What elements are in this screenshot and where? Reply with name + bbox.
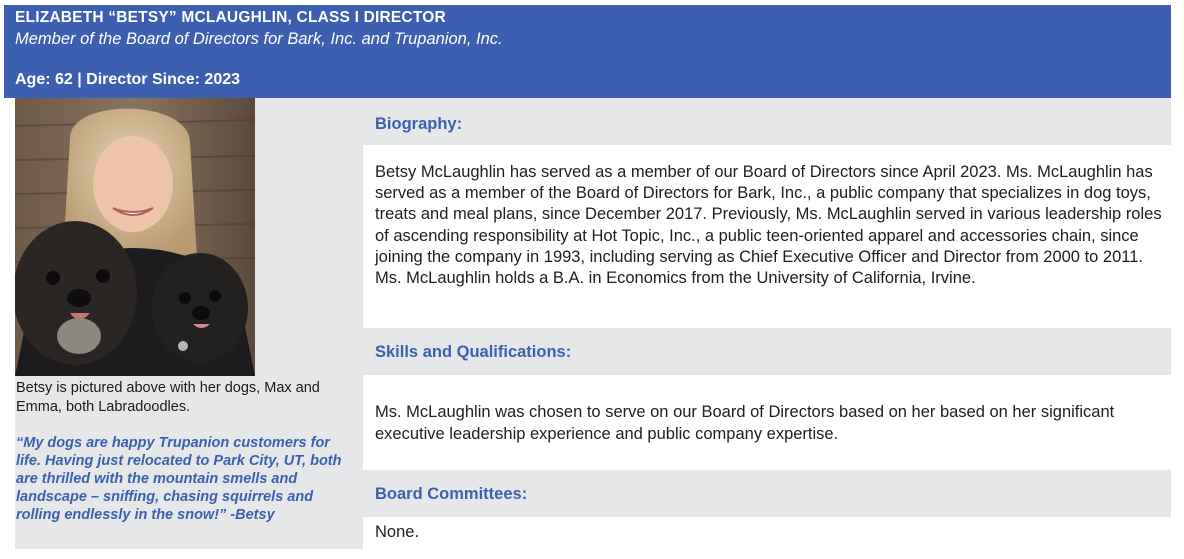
committees-text: None. xyxy=(375,523,420,541)
biography-body xyxy=(363,145,1171,328)
photo-caption: Betsy is pictured above with her dogs, Max and Emma, both Labradoodles. xyxy=(16,380,320,415)
committees-heading: Board Committees: xyxy=(375,485,528,503)
skills-heading: Skills and Qualifications: xyxy=(375,343,572,361)
director-age-tenure: Age: 62 | Director Since: 2023 xyxy=(15,71,241,88)
director-quote: “My dogs are happy Trupanion customers for life. Having just relocated to Park City, UT, both are thrilled with the mountain smells and landscape – sniffing, chasing squirrels and rolling endlessly in the snow!” -Betsy xyxy=(16,435,342,523)
director-header xyxy=(4,5,1171,98)
biography-heading: Biography: xyxy=(375,115,463,133)
skills-heading-bar xyxy=(363,328,1171,375)
skills-text: Ms. McLaughlin was chosen to serve on our Board of Directors based on her based on her significant executive leadership experience and public company expertise. xyxy=(375,403,1115,443)
biography-text: Betsy McLaughlin has served as a member of our Board of Directors since April 2023. Ms. McLaughlin has served as a member of the Board of Directors for Bark, Inc., a public company that specializes in dog toys, treats and meal plans, since December 2017. Previously, Ms. McLaughlin served in various leadership roles of ascending responsibility at Hot Topic, Inc., a public teen-oriented apparel and accessories chain, since joining the company in 1993, including serving as Chief Executive Officer and Director from 2000 to 2011. Ms. McLaughlin holds a B.A. in Economics from the University of California, Irvine. xyxy=(375,163,1162,288)
director-photo xyxy=(15,98,255,376)
committees-heading-bar xyxy=(363,470,1171,517)
committees-body xyxy=(363,517,1171,549)
biography-heading-bar xyxy=(363,98,1171,145)
director-board-memberships: Member of the Board of Directors for Bark, Inc. and Trupanion, Inc. xyxy=(15,30,503,48)
skills-body xyxy=(363,375,1171,470)
director-name-title: ELIZABETH “BETSY” MCLAUGHLIN, CLASS I DIRECTOR xyxy=(15,9,446,26)
